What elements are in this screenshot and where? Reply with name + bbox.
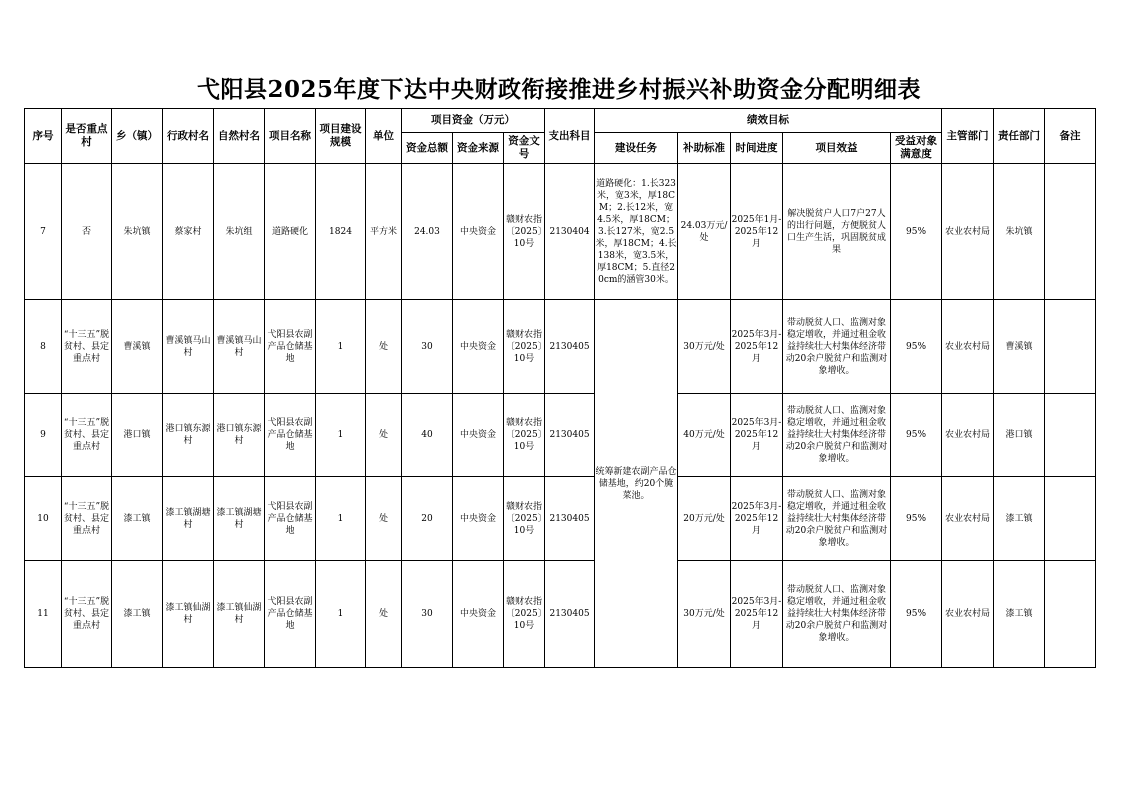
cell-resp-dept: 漆工镇 xyxy=(994,477,1045,561)
cell-seq: 8 xyxy=(25,300,62,394)
cell-fund-total: 40 xyxy=(402,394,453,477)
cell-fund-total: 20 xyxy=(402,477,453,561)
cell-unit: 处 xyxy=(366,477,402,561)
table-row xyxy=(25,164,1096,300)
cell-task-shared: 统筹新建农副产品仓储基地，约20个腌菜池。 xyxy=(595,300,678,668)
header-township: 乡（镇） xyxy=(112,109,163,164)
header-row-1 xyxy=(25,109,1096,133)
cell-project-name: 道路硬化 xyxy=(265,164,316,300)
cell-satisfaction: 95% xyxy=(891,164,942,300)
header-benefit: 项目效益 xyxy=(783,133,891,164)
cell-scale: 1 xyxy=(316,300,366,394)
allocation-table xyxy=(24,108,1096,668)
cell-fund-source: 中央资金 xyxy=(453,561,504,668)
cell-resp-dept: 漆工镇 xyxy=(994,561,1045,668)
cell-seq: 10 xyxy=(25,477,62,561)
cell-project-name: 弋阳县农副产品仓储基地 xyxy=(265,477,316,561)
cell-key-village: “十三五”脱贫村、县定重点村 xyxy=(62,561,112,668)
cell-task: 道路硬化：1.长323米，宽3米，厚18CM；2.长12米，宽4.5米，厚18CM；3.长127米，宽2.5米，厚18CM；4.长138米，宽3.5米，厚18CM；5.直径20cm的涵管30米。 xyxy=(595,164,678,300)
cell-seq: 11 xyxy=(25,561,62,668)
table-row xyxy=(25,394,1096,477)
cell-fund-doc: 赣财农指〔2025〕10号 xyxy=(504,300,545,394)
cell-township: 漆工镇 xyxy=(112,477,163,561)
cell-key-village: 否 xyxy=(62,164,112,300)
cell-natural-village: 港口镇东源村 xyxy=(214,394,265,477)
cell-expense-item: 2130405 xyxy=(545,394,595,477)
header-fund-source: 资金来源 xyxy=(453,133,504,164)
header-remark: 备注 xyxy=(1045,109,1096,164)
cell-fund-source: 中央资金 xyxy=(453,300,504,394)
cell-unit: 处 xyxy=(366,561,402,668)
cell-scale: 1 xyxy=(316,561,366,668)
table-row xyxy=(25,300,1096,394)
cell-satisfaction: 95% xyxy=(891,300,942,394)
cell-subsidy: 30万元/处 xyxy=(678,300,731,394)
cell-admin-village: 曹溪镇马山村 xyxy=(163,300,214,394)
cell-scale: 1824 xyxy=(316,164,366,300)
cell-dept: 农业农村局 xyxy=(942,394,994,477)
cell-expense-item: 2130404 xyxy=(545,164,595,300)
cell-expense-item: 2130405 xyxy=(545,561,595,668)
cell-subsidy: 40万元/处 xyxy=(678,394,731,477)
cell-admin-village: 蔡家村 xyxy=(163,164,214,300)
cell-township: 漆工镇 xyxy=(112,561,163,668)
cell-unit: 处 xyxy=(366,394,402,477)
cell-benefit: 带动脱贫人口、监测对象稳定增收，并通过租金收益持续壮大村集体经济带动20余户脱贫户和监测对象增收。 xyxy=(783,394,891,477)
cell-remark xyxy=(1045,300,1096,394)
cell-satisfaction: 95% xyxy=(891,477,942,561)
cell-dept: 农业农村局 xyxy=(942,300,994,394)
cell-fund-total: 30 xyxy=(402,300,453,394)
cell-scale: 1 xyxy=(316,394,366,477)
cell-fund-source: 中央资金 xyxy=(453,394,504,477)
cell-fund-doc: 赣财农指〔2025〕10号 xyxy=(504,394,545,477)
header-schedule: 时间进度 xyxy=(731,133,783,164)
cell-admin-village: 漆工镇湖塘村 xyxy=(163,477,214,561)
cell-schedule: 2025年3月-2025年12月 xyxy=(731,394,783,477)
cell-remark xyxy=(1045,164,1096,300)
cell-township: 曹溪镇 xyxy=(112,300,163,394)
cell-remark xyxy=(1045,477,1096,561)
cell-remark xyxy=(1045,394,1096,477)
cell-benefit: 解决脱贫户人口7户27人的出行问题，方便脱贫人口生产生活，巩固脱贫成果 xyxy=(783,164,891,300)
cell-admin-village: 漆工镇仙湖村 xyxy=(163,561,214,668)
header-project-name: 项目名称 xyxy=(265,109,316,164)
header-fund-total: 资金总额 xyxy=(402,133,453,164)
cell-benefit: 带动脱贫人口、监测对象稳定增收，并通过租金收益持续壮大村集体经济带动20余户脱贫户和监测对象增收。 xyxy=(783,300,891,394)
cell-subsidy: 20万元/处 xyxy=(678,477,731,561)
header-key-village: 是否重点村 xyxy=(62,109,112,164)
cell-subsidy: 24.03万元/处 xyxy=(678,164,731,300)
cell-fund-doc: 赣财农指〔2025〕10号 xyxy=(504,561,545,668)
page-title: 弋阳县2025年度下达中央财政衔接推进乡村振兴补助资金分配明细表 xyxy=(196,76,921,103)
header-expense-item: 支出科目 xyxy=(545,109,595,164)
header-admin-village: 行政村名 xyxy=(163,109,214,164)
table-row xyxy=(25,561,1096,668)
cell-schedule: 2025年3月-2025年12月 xyxy=(731,477,783,561)
cell-fund-doc: 赣财农指〔2025〕10号 xyxy=(504,477,545,561)
cell-natural-village: 漆工镇湖塘村 xyxy=(214,477,265,561)
cell-project-name: 弋阳县农副产品仓储基地 xyxy=(265,561,316,668)
cell-seq: 9 xyxy=(25,394,62,477)
header-funds-group: 项目资金（万元） xyxy=(402,109,545,133)
cell-fund-total: 30 xyxy=(402,561,453,668)
cell-project-name: 弋阳县农副产品仓储基地 xyxy=(265,300,316,394)
cell-resp-dept: 港口镇 xyxy=(994,394,1045,477)
header-satisfaction: 受益对象满意度 xyxy=(891,133,942,164)
header-unit: 单位 xyxy=(366,109,402,164)
cell-resp-dept: 朱坑镇 xyxy=(994,164,1045,300)
cell-natural-village: 曹溪镇马山村 xyxy=(214,300,265,394)
cell-fund-doc: 赣财农指〔2025〕10号 xyxy=(504,164,545,300)
cell-project-name: 弋阳县农副产品仓储基地 xyxy=(265,394,316,477)
header-task: 建设任务 xyxy=(595,133,678,164)
cell-dept: 农业农村局 xyxy=(942,164,994,300)
cell-schedule: 2025年3月-2025年12月 xyxy=(731,561,783,668)
cell-fund-source: 中央资金 xyxy=(453,477,504,561)
header-seq: 序号 xyxy=(25,109,62,164)
header-scale: 项目建设规模 xyxy=(316,109,366,164)
cell-subsidy: 30万元/处 xyxy=(678,561,731,668)
table-row xyxy=(25,477,1096,561)
cell-resp-dept: 曹溪镇 xyxy=(994,300,1045,394)
cell-unit: 平方米 xyxy=(366,164,402,300)
cell-schedule: 2025年3月-2025年12月 xyxy=(731,300,783,394)
cell-satisfaction: 95% xyxy=(891,394,942,477)
header-resp-dept: 责任部门 xyxy=(994,109,1045,164)
cell-township: 朱坑镇 xyxy=(112,164,163,300)
cell-remark xyxy=(1045,561,1096,668)
cell-fund-total: 24.03 xyxy=(402,164,453,300)
header-subsidy: 补助标准 xyxy=(678,133,731,164)
cell-unit: 处 xyxy=(366,300,402,394)
cell-dept: 农业农村局 xyxy=(942,477,994,561)
cell-expense-item: 2130405 xyxy=(545,300,595,394)
header-perf-group: 绩效目标 xyxy=(595,109,942,133)
cell-benefit: 带动脱贫人口、监测对象稳定增收，并通过租金收益持续壮大村集体经济带动20余户脱贫户和监测对象增收。 xyxy=(783,477,891,561)
cell-scale: 1 xyxy=(316,477,366,561)
cell-township: 港口镇 xyxy=(112,394,163,477)
cell-admin-village: 港口镇东源村 xyxy=(163,394,214,477)
cell-seq: 7 xyxy=(25,164,62,300)
cell-dept: 农业农村局 xyxy=(942,561,994,668)
cell-expense-item: 2130405 xyxy=(545,477,595,561)
cell-key-village: “十三五”脱贫村、县定重点村 xyxy=(62,394,112,477)
cell-fund-source: 中央资金 xyxy=(453,164,504,300)
cell-satisfaction: 95% xyxy=(891,561,942,668)
cell-key-village: “十三五”脱贫村、县定重点村 xyxy=(62,477,112,561)
header-natural-village: 自然村名 xyxy=(214,109,265,164)
cell-key-village: “十三五”脱贫村、县定重点村 xyxy=(62,300,112,394)
header-fund-doc: 资金文号 xyxy=(504,133,545,164)
cell-natural-village: 朱坑组 xyxy=(214,164,265,300)
cell-benefit: 带动脱贫人口、监测对象稳定增收，并通过租金收益持续壮大村集体经济带动20余户脱贫户和监测对象增收。 xyxy=(783,561,891,668)
cell-natural-village: 漆工镇仙湖村 xyxy=(214,561,265,668)
cell-schedule: 2025年1月-2025年12月 xyxy=(731,164,783,300)
header-dept: 主管部门 xyxy=(942,109,994,164)
